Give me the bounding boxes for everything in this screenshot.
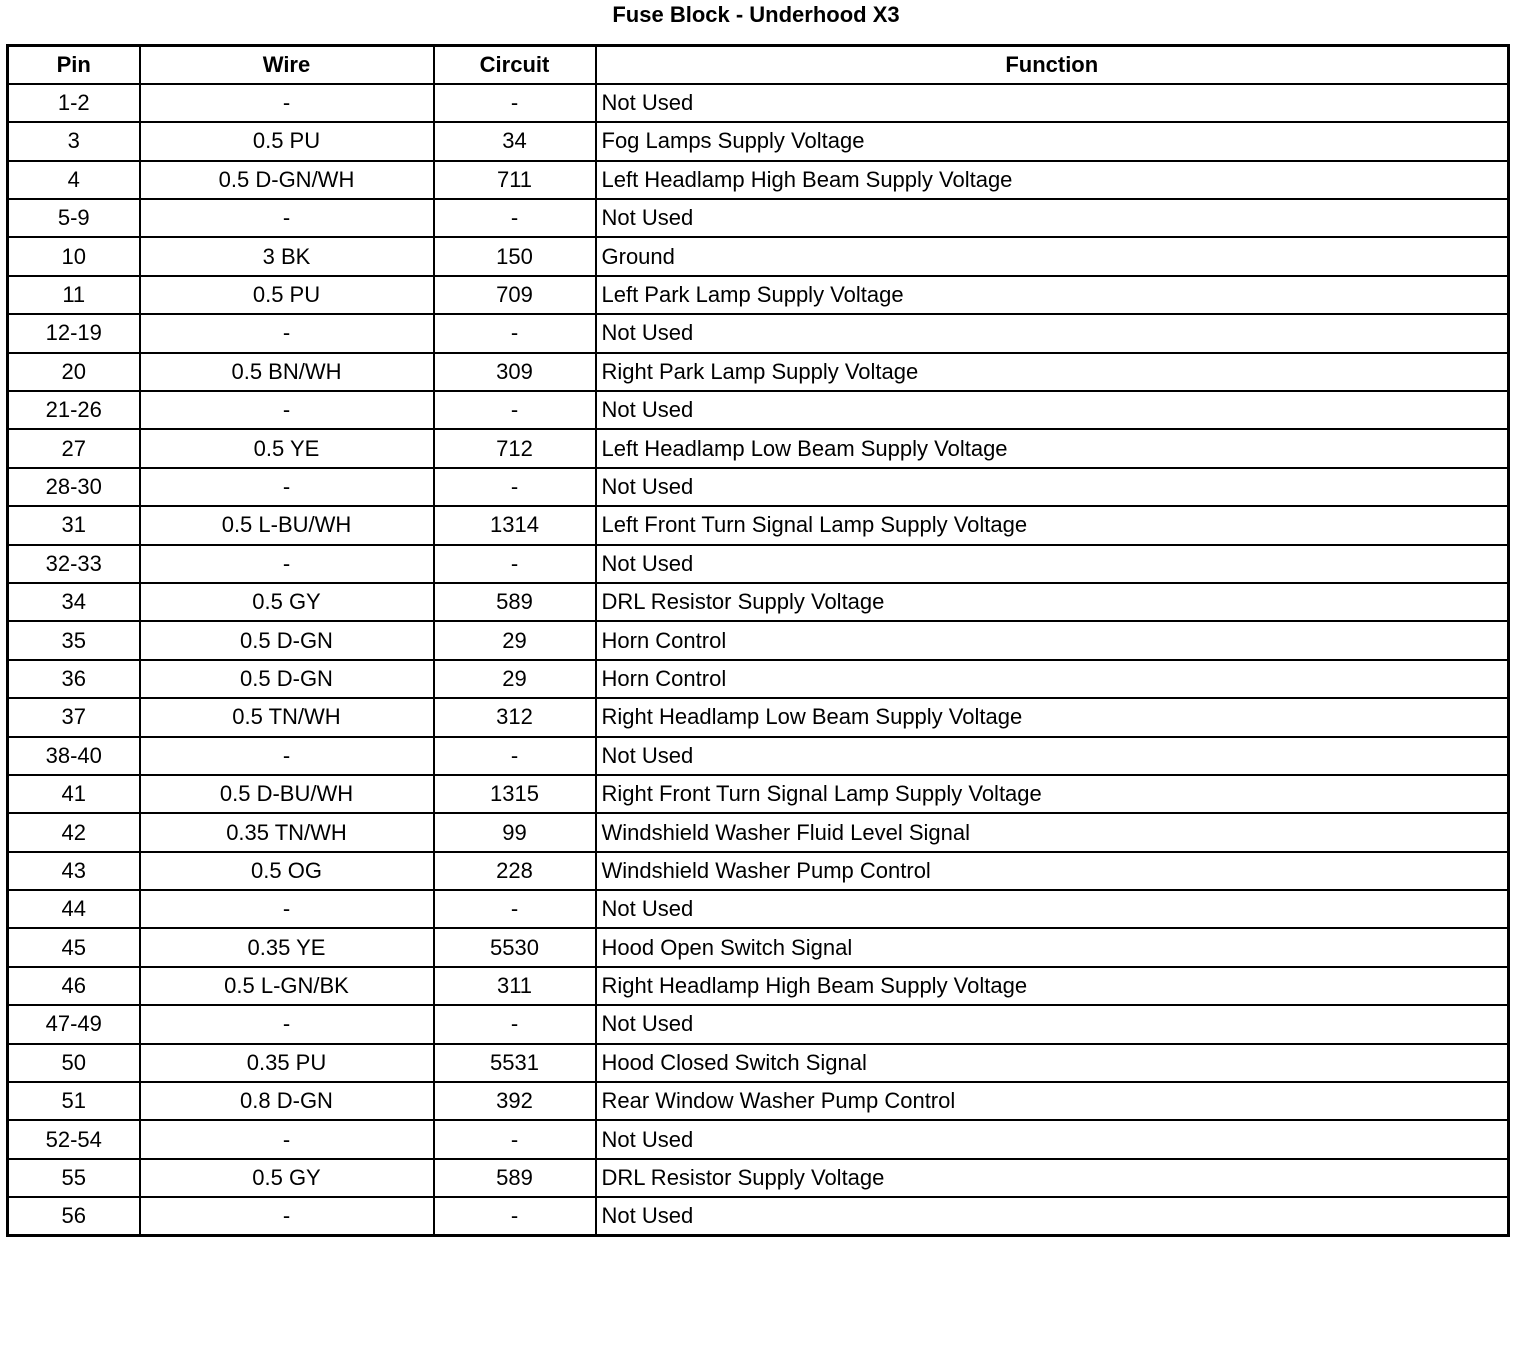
table-row <box>8 660 1509 698</box>
cell-pin: 34 <box>8 583 140 621</box>
cell-wire: - <box>140 1005 434 1043</box>
cell-pin: 56 <box>8 1197 140 1235</box>
cell-pin: 52-54 <box>8 1120 140 1158</box>
cell-function: Horn Control <box>596 660 1509 698</box>
cell-circuit: - <box>434 890 596 928</box>
cell-wire: 0.5 D-GN/WH <box>140 161 434 199</box>
table-row <box>8 852 1509 890</box>
cell-circuit: - <box>434 1120 596 1158</box>
cell-function: Left Front Turn Signal Lamp Supply Voltage <box>596 506 1509 544</box>
cell-function: DRL Resistor Supply Voltage <box>596 1159 1509 1197</box>
cell-wire: 0.5 L-BU/WH <box>140 506 434 544</box>
table-row <box>8 506 1509 544</box>
table-row <box>8 1197 1509 1235</box>
cell-wire: - <box>140 545 434 583</box>
cell-function: Horn Control <box>596 621 1509 659</box>
cell-function: Not Used <box>596 199 1509 237</box>
cell-wire: - <box>140 314 434 352</box>
cell-pin: 37 <box>8 698 140 736</box>
cell-circuit: 392 <box>434 1082 596 1120</box>
cell-circuit: 309 <box>434 353 596 391</box>
cell-circuit: - <box>434 1005 596 1043</box>
cell-wire: - <box>140 1120 434 1158</box>
table-row <box>8 84 1509 122</box>
cell-wire: - <box>140 890 434 928</box>
cell-circuit: - <box>434 468 596 506</box>
cell-function: Right Headlamp High Beam Supply Voltage <box>596 967 1509 1005</box>
table-row <box>8 583 1509 621</box>
cell-function: Not Used <box>596 1197 1509 1235</box>
cell-wire: 0.5 GY <box>140 1159 434 1197</box>
cell-wire: - <box>140 1197 434 1235</box>
cell-function: Not Used <box>596 1005 1509 1043</box>
table-row <box>8 967 1509 1005</box>
page-title: Fuse Block - Underhood X3 <box>612 2 900 27</box>
cell-wire: 0.35 TN/WH <box>140 813 434 851</box>
cell-pin: 27 <box>8 429 140 467</box>
cell-wire: 0.5 PU <box>140 276 434 314</box>
column-header-function: Function <box>596 46 1509 84</box>
cell-pin: 11 <box>8 276 140 314</box>
cell-function: Not Used <box>596 84 1509 122</box>
column-header-circuit: Circuit <box>434 46 596 84</box>
cell-circuit: 589 <box>434 583 596 621</box>
table-row <box>8 1120 1509 1158</box>
cell-circuit: - <box>434 314 596 352</box>
cell-pin: 55 <box>8 1159 140 1197</box>
cell-circuit: - <box>434 737 596 775</box>
cell-wire: 0.5 D-GN <box>140 621 434 659</box>
cell-function: Hood Closed Switch Signal <box>596 1044 1509 1082</box>
table-row <box>8 199 1509 237</box>
cell-function: Fog Lamps Supply Voltage <box>596 122 1509 160</box>
cell-pin: 36 <box>8 660 140 698</box>
table-row <box>8 122 1509 160</box>
cell-pin: 47-49 <box>8 1005 140 1043</box>
cell-function: Rear Window Washer Pump Control <box>596 1082 1509 1120</box>
cell-function: Left Park Lamp Supply Voltage <box>596 276 1509 314</box>
cell-pin: 4 <box>8 161 140 199</box>
table-row <box>8 276 1509 314</box>
cell-function: Left Headlamp Low Beam Supply Voltage <box>596 429 1509 467</box>
cell-function: Right Park Lamp Supply Voltage <box>596 353 1509 391</box>
table-row <box>8 429 1509 467</box>
table-row <box>8 813 1509 851</box>
cell-pin: 1-2 <box>8 84 140 122</box>
table-row <box>8 314 1509 352</box>
table-row <box>8 391 1509 429</box>
cell-circuit: 5531 <box>434 1044 596 1082</box>
cell-wire: 0.5 OG <box>140 852 434 890</box>
cell-function: Not Used <box>596 468 1509 506</box>
cell-pin: 51 <box>8 1082 140 1120</box>
cell-wire: 0.5 TN/WH <box>140 698 434 736</box>
cell-wire: 0.5 D-GN <box>140 660 434 698</box>
cell-pin: 50 <box>8 1044 140 1082</box>
cell-circuit: 1315 <box>434 775 596 813</box>
cell-function: DRL Resistor Supply Voltage <box>596 583 1509 621</box>
table-row <box>8 1082 1509 1120</box>
cell-pin: 20 <box>8 353 140 391</box>
table-row <box>8 890 1509 928</box>
cell-wire: 0.5 YE <box>140 429 434 467</box>
column-header-wire: Wire <box>140 46 434 84</box>
cell-wire: 0.5 BN/WH <box>140 353 434 391</box>
table-row <box>8 698 1509 736</box>
table-row <box>8 161 1509 199</box>
table-row <box>8 737 1509 775</box>
cell-pin: 31 <box>8 506 140 544</box>
cell-circuit: 312 <box>434 698 596 736</box>
cell-function: Windshield Washer Pump Control <box>596 852 1509 890</box>
cell-wire: 0.35 YE <box>140 928 434 966</box>
cell-function: Left Headlamp High Beam Supply Voltage <box>596 161 1509 199</box>
cell-pin: 42 <box>8 813 140 851</box>
cell-wire: 3 BK <box>140 237 434 275</box>
cell-wire: 0.5 L-GN/BK <box>140 967 434 1005</box>
cell-circuit: 99 <box>434 813 596 851</box>
cell-wire: - <box>140 737 434 775</box>
cell-function: Hood Open Switch Signal <box>596 928 1509 966</box>
cell-function: Right Headlamp Low Beam Supply Voltage <box>596 698 1509 736</box>
column-header-pin: Pin <box>8 46 140 84</box>
cell-function: Right Front Turn Signal Lamp Supply Voltage <box>596 775 1509 813</box>
cell-wire: 0.5 D-BU/WH <box>140 775 434 813</box>
cell-circuit: - <box>434 1197 596 1235</box>
cell-circuit: 711 <box>434 161 596 199</box>
table-row <box>8 468 1509 506</box>
cell-wire: 0.8 D-GN <box>140 1082 434 1120</box>
table-row <box>8 353 1509 391</box>
cell-function: Ground <box>596 237 1509 275</box>
cell-pin: 45 <box>8 928 140 966</box>
cell-pin: 38-40 <box>8 737 140 775</box>
cell-wire: - <box>140 391 434 429</box>
cell-pin: 10 <box>8 237 140 275</box>
cell-pin: 12-19 <box>8 314 140 352</box>
cell-wire: 0.5 GY <box>140 583 434 621</box>
cell-pin: 41 <box>8 775 140 813</box>
cell-circuit: 589 <box>434 1159 596 1197</box>
table-row <box>8 237 1509 275</box>
cell-circuit: - <box>434 391 596 429</box>
cell-function: Not Used <box>596 737 1509 775</box>
cell-function: Not Used <box>596 391 1509 429</box>
cell-pin: 43 <box>8 852 140 890</box>
table-body <box>8 84 1509 1236</box>
cell-circuit: 712 <box>434 429 596 467</box>
cell-wire: 0.35 PU <box>140 1044 434 1082</box>
cell-circuit: 1314 <box>434 506 596 544</box>
cell-wire: 0.5 PU <box>140 122 434 160</box>
table-row <box>8 545 1509 583</box>
cell-circuit: - <box>434 199 596 237</box>
cell-circuit: - <box>434 545 596 583</box>
cell-pin: 28-30 <box>8 468 140 506</box>
cell-wire: - <box>140 84 434 122</box>
cell-circuit: 709 <box>434 276 596 314</box>
cell-circuit: - <box>434 84 596 122</box>
cell-circuit: 311 <box>434 967 596 1005</box>
cell-function: Not Used <box>596 890 1509 928</box>
cell-wire: - <box>140 199 434 237</box>
table-row <box>8 621 1509 659</box>
cell-circuit: 34 <box>434 122 596 160</box>
cell-function: Not Used <box>596 1120 1509 1158</box>
cell-circuit: 29 <box>434 621 596 659</box>
cell-pin: 32-33 <box>8 545 140 583</box>
cell-circuit: 228 <box>434 852 596 890</box>
cell-pin: 46 <box>8 967 140 1005</box>
cell-pin: 35 <box>8 621 140 659</box>
table-row <box>8 775 1509 813</box>
cell-pin: 3 <box>8 122 140 160</box>
cell-wire: - <box>140 468 434 506</box>
cell-circuit: 5530 <box>434 928 596 966</box>
cell-pin: 21-26 <box>8 391 140 429</box>
table-row <box>8 1005 1509 1043</box>
table-row <box>8 928 1509 966</box>
cell-function: Windshield Washer Fluid Level Signal <box>596 813 1509 851</box>
table-row <box>8 1159 1509 1197</box>
cell-function: Not Used <box>596 545 1509 583</box>
table-header <box>8 46 1509 84</box>
cell-pin: 44 <box>8 890 140 928</box>
connector-pinout-table <box>6 44 1510 1237</box>
cell-circuit: 29 <box>434 660 596 698</box>
cell-function: Not Used <box>596 314 1509 352</box>
cell-pin: 5-9 <box>8 199 140 237</box>
cell-circuit: 150 <box>434 237 596 275</box>
table-row <box>8 1044 1509 1082</box>
header-row <box>8 46 1509 84</box>
